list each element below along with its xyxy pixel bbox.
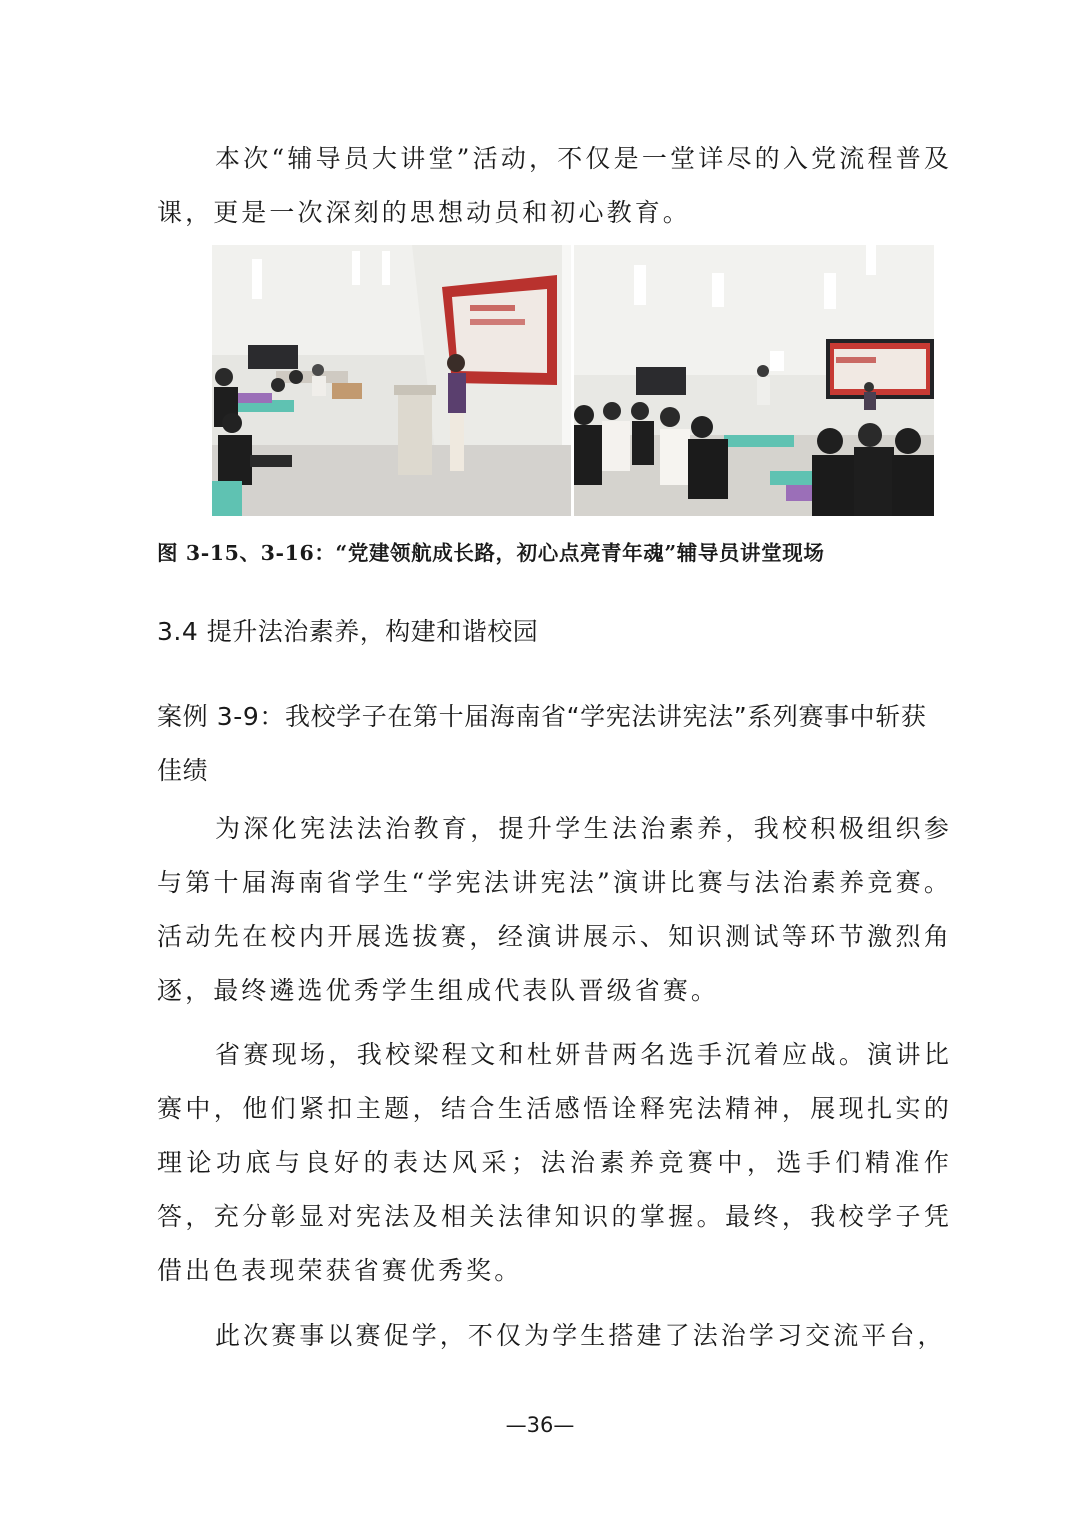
classroom-photo-icon	[212, 245, 571, 516]
section-heading: 3.4 提升法治素养，构建和谐校园	[157, 617, 539, 646]
classroom-photo-left	[212, 245, 571, 516]
page-number: —36—	[505, 1413, 575, 1437]
case-heading: 案例 3-9：我校学子在第十届海南省“学宪法讲宪法”系列赛事中斩获佳绩	[157, 702, 927, 785]
classroom-photo-right	[574, 245, 934, 516]
body-paragraph-2: 省赛现场，我校梁程文和杜妍昔两名选手沉着应战。演讲比赛中，他们紧扣主题，结合生活感悟诠释宪法精神，展现扎实的理论功底与良好的表达风采；法治素养竞赛中，选手们精准作答，充分彰显对宪法及相关法律知识的掌握。最终，我校学子凭借出色表现荣获省赛优秀奖。	[157, 1040, 952, 1285]
body-paragraph-3: 此次赛事以赛促学，不仅为学生搭建了法治学习交流平台，	[215, 1321, 946, 1350]
intro-paragraph: 本次“辅导员大讲堂”活动，不仅是一堂详尽的入党流程普及课，更是一次深刻的思想动员和初心教育。	[157, 144, 952, 227]
photo-figure	[212, 245, 934, 516]
figure-caption: 图 3-15、3-16：“党建领航成长路，初心点亮青年魂”辅导员讲堂现场	[157, 541, 825, 565]
body-paragraph-1: 为深化宪法法治教育，提升学生法治素养，我校积极组织参与第十届海南省学生“学宪法讲宪法”演讲比赛与法治素养竞赛。活动先在校内开展选拔赛，经演讲展示、知识测试等环节激烈角逐，最终遴选优秀学生组成代表队晋级省赛。	[157, 814, 952, 1005]
classroom-photo-icon	[574, 245, 934, 516]
